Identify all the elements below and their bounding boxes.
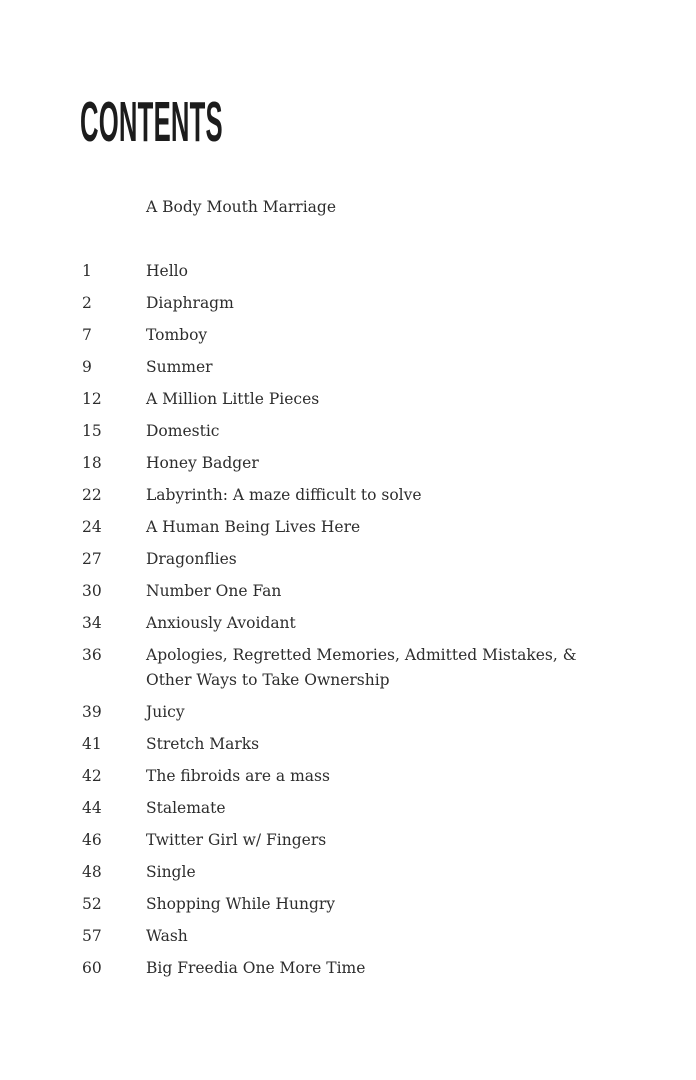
toc-page-number: 46 xyxy=(82,831,102,849)
toc-list xyxy=(82,259,612,988)
toc-entry-title: A Human Being Lives Here xyxy=(146,518,361,536)
toc-page-number: 41 xyxy=(82,735,102,753)
toc-entry-title: Labyrinth: A maze difficult to solve xyxy=(146,486,422,504)
toc-entry-title: Wash xyxy=(146,927,188,945)
toc-entry-title: Diaphragm xyxy=(146,294,234,312)
toc-subtitle: A Body Mouth Marriage xyxy=(146,198,336,216)
toc-entry-row xyxy=(82,515,612,540)
toc-page-number: 57 xyxy=(82,927,102,945)
page-title: CONTENTS xyxy=(80,90,223,154)
toc-entry-row xyxy=(82,259,612,284)
toc-page-number: 24 xyxy=(82,518,102,536)
toc-page-number: 44 xyxy=(82,799,102,817)
toc-entry-row xyxy=(82,419,612,444)
toc-page-number: 52 xyxy=(82,895,102,913)
toc-entry-row xyxy=(82,732,612,757)
toc-entry-title: Honey Badger xyxy=(146,454,259,472)
toc-entry-title: Number One Fan xyxy=(146,582,282,600)
toc-entry-row xyxy=(82,451,612,476)
toc-page-number: 39 xyxy=(82,703,102,721)
toc-entry-title: Dragonflies xyxy=(146,550,237,568)
toc-entry-row xyxy=(82,355,612,380)
toc-entry-title: Shopping While Hungry xyxy=(146,895,336,913)
toc-page-number: 9 xyxy=(82,358,92,376)
toc-page-number: 34 xyxy=(82,614,102,632)
toc-page-number: 60 xyxy=(82,959,102,977)
toc-page-number: 7 xyxy=(82,326,92,344)
toc-page-number: 27 xyxy=(82,550,102,568)
toc-entry-row xyxy=(82,796,612,821)
toc-entry-title: Apologies, Regretted Memories, Admitted Mistakes, & Other Ways to Take Ownership xyxy=(146,646,577,689)
toc-page-number: 1 xyxy=(82,262,92,280)
toc-entry-row xyxy=(82,860,612,885)
toc-page-number: 12 xyxy=(82,390,102,408)
toc-entry-title: Tomboy xyxy=(146,326,208,344)
toc-entry-title: Juicy xyxy=(146,703,185,721)
toc-entry-row xyxy=(82,579,612,604)
toc-page-number: 42 xyxy=(82,767,102,785)
toc-entry-title: Anxiously Avoidant xyxy=(146,614,296,632)
toc-entry-title: Stalemate xyxy=(146,799,226,817)
toc-entry-row xyxy=(82,764,612,789)
toc-page-number: 30 xyxy=(82,582,102,600)
toc-entry-title: Summer xyxy=(146,358,213,376)
toc-entry-title: Hello xyxy=(146,262,188,280)
toc-entry-row xyxy=(82,700,612,725)
toc-entry-row xyxy=(82,956,612,981)
toc-entry-row xyxy=(82,643,612,693)
toc-page-number: 48 xyxy=(82,863,102,881)
toc-entry-row xyxy=(82,892,612,917)
toc-page-number: 22 xyxy=(82,486,102,504)
toc-entry-row xyxy=(82,323,612,348)
toc-page-number: 15 xyxy=(82,422,102,440)
toc-entry-title: Domestic xyxy=(146,422,220,440)
toc-entry-title: The fibroids are a mass xyxy=(146,767,330,785)
toc-page-number: 2 xyxy=(82,294,92,312)
toc-entry-row xyxy=(82,483,612,508)
toc-entry-title: A Million Little Pieces xyxy=(146,390,320,408)
toc-entry-row xyxy=(82,611,612,636)
toc-entry-title: Big Freedia One More Time xyxy=(146,959,366,977)
toc-page-number: 36 xyxy=(82,646,102,664)
toc-entry-title: Twitter Girl w/ Fingers xyxy=(146,831,327,849)
toc-entry-row xyxy=(82,547,612,572)
toc-entry-row xyxy=(82,828,612,853)
toc-entry-row xyxy=(82,924,612,949)
toc-entry-row xyxy=(82,291,612,316)
toc-page-number: 18 xyxy=(82,454,102,472)
toc-entry-row xyxy=(82,387,612,412)
toc-entry-title: Single xyxy=(146,863,196,881)
toc-entry-title: Stretch Marks xyxy=(146,735,260,753)
